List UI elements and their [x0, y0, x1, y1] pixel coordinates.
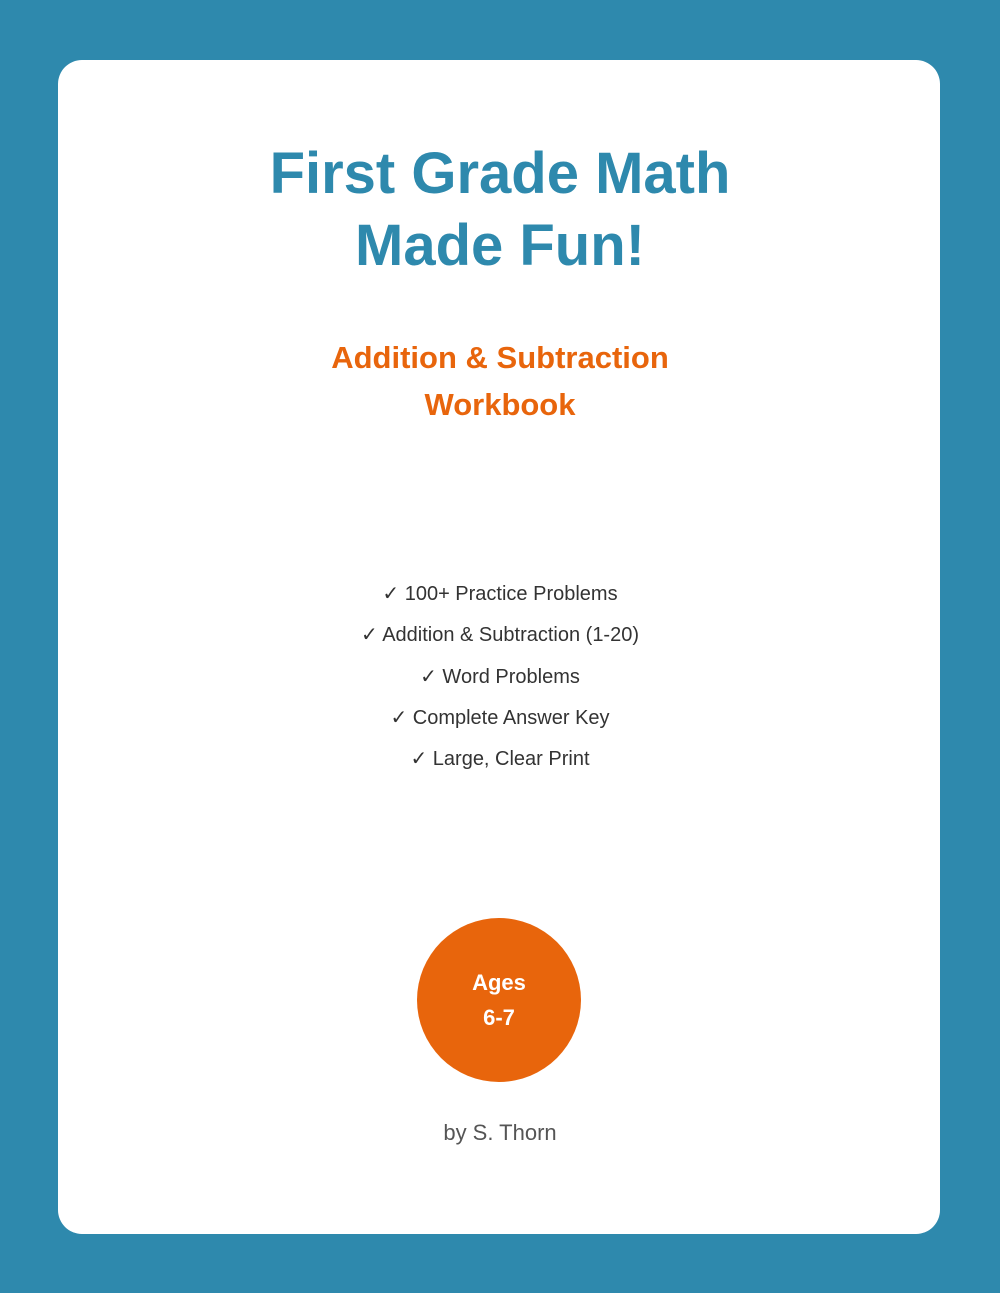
book-title [0, 138, 1000, 282]
author-byline: by S. Thorn [443, 1120, 557, 1145]
age-badge-label: Ages [472, 970, 526, 995]
title-line-1: First Grade Math [269, 141, 731, 206]
age-badge [417, 918, 581, 1082]
feature-item: ✓ Large, Clear Print [410, 748, 590, 771]
feature-list [0, 574, 1000, 780]
feature-item: ✓ 100+ Practice Problems [382, 583, 618, 605]
book-subtitle [0, 334, 1000, 428]
subtitle-line-1: Addition & Subtraction [331, 340, 669, 375]
age-badge-range: 6-7 [483, 1005, 515, 1030]
feature-item: ✓ Addition & Subtraction (1-20) [360, 624, 640, 647]
title-line-2: Made Fun! [355, 213, 645, 278]
feature-item: ✓ Word Problems [420, 665, 580, 688]
feature-item: ✓ Complete Answer Key [390, 706, 610, 729]
subtitle-line-2: Workbook [424, 387, 576, 422]
